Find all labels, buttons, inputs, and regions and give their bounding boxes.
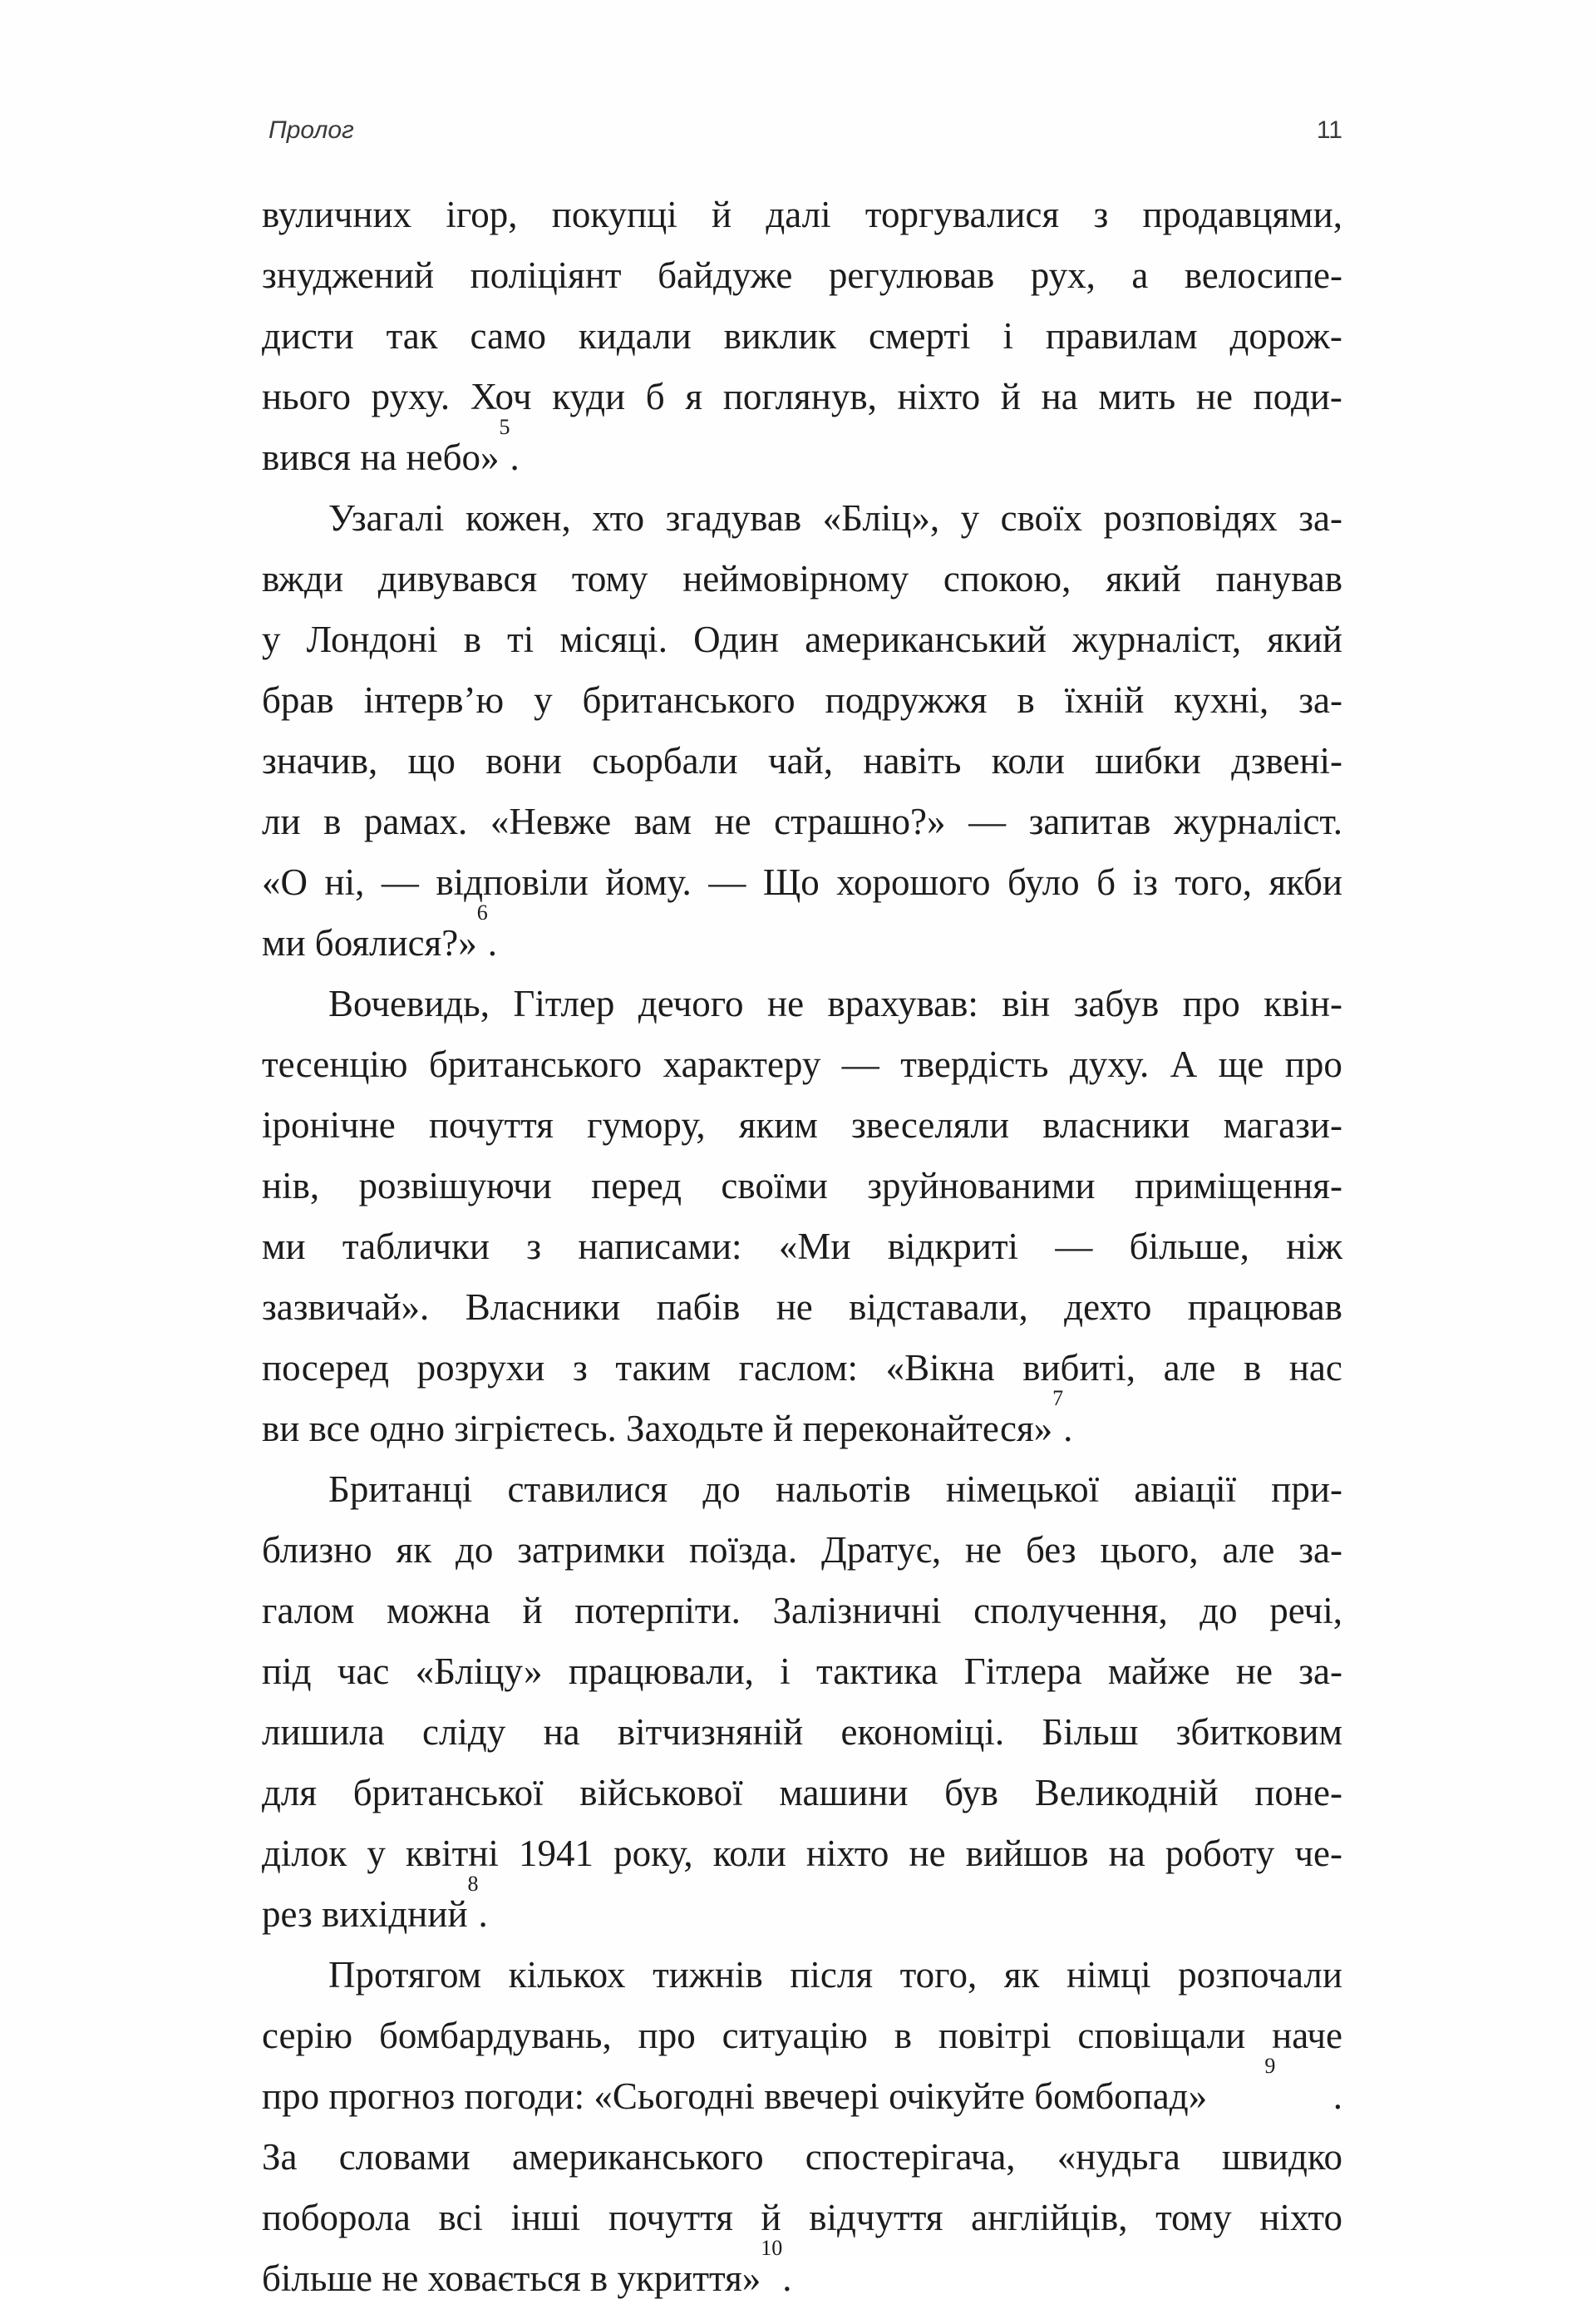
text-line: тесенцію британського характеру — твердість духу. А ще про xyxy=(262,1043,1342,1085)
text-line: близно як до затримки поїзда. Дратує, не без цього, але за- xyxy=(262,1529,1342,1571)
text-line: дисти так само кидали виклик смерті і правилам дорож- xyxy=(262,315,1342,357)
text-line: знуджений поліціянт байдуже регулював рух, а велосипе- xyxy=(262,254,1342,296)
page-number: 11 xyxy=(1316,116,1342,144)
text-line: галом можна й потерпіти. Залізничні сполучення, до речі, xyxy=(262,1590,1342,1631)
text-line: значив, що вони сьорбали чай, навіть коли шибки дзвені- xyxy=(262,740,1342,782)
footnote-marker[interactable]: 10 xyxy=(761,2236,783,2260)
body-text xyxy=(262,185,1342,2309)
text-line: вжди дивувався тому неймовірному спокою, який панував xyxy=(262,558,1342,599)
text-line: вився на небо» 5 . xyxy=(262,427,1342,488)
footnote-marker[interactable]: 7 xyxy=(1052,1386,1064,1410)
text-line: Вочевидь, Гітлер дечого не врахував: він забув про квін- xyxy=(328,983,1342,1024)
text-line: більше не ховається в укриття» 10 . xyxy=(262,2248,1342,2309)
text-line: ли в рамах. «Невже вам не страшно?» — запитав журналіст. xyxy=(262,801,1342,842)
text-line: ми таблички з написами: «Ми відкриті — більше, ніж xyxy=(262,1226,1342,1267)
paragraph xyxy=(262,1459,1342,1945)
text-line: під час «Бліцу» працювали, і тактика Гітлера майже не за- xyxy=(262,1650,1342,1692)
paragraph xyxy=(262,974,1342,1459)
text-line: нів, розвішуючи перед своїми зруйнованими приміщення- xyxy=(262,1165,1342,1206)
text-line: брав інтерв’ю у британського подружжя в їхній кухні, за- xyxy=(262,679,1342,721)
paragraph xyxy=(262,488,1342,974)
text-line: лишила сліду на вітчизняній економіці. Більш збитковим xyxy=(262,1711,1342,1753)
text-line: серію бомбардувань, про ситуацію в повітрі сповіщали наче xyxy=(262,2015,1342,2056)
text-line: Британці ставилися до нальотів німецької авіації при- xyxy=(328,1468,1342,1510)
chapter-title: Пролог xyxy=(268,116,354,144)
text-line: рез вихідний 8 . xyxy=(262,1884,1342,1945)
text-line: ділок у квітні 1941 року, коли ніхто не вийшов на роботу че- xyxy=(262,1833,1342,1874)
text-line: зазвичай». Власники пабів не відставали, дехто працював xyxy=(262,1286,1342,1328)
footnote-marker[interactable]: 8 xyxy=(467,1872,479,1896)
text-line: «О ні, — відповіли йому. — Що хорошого було б із того, якби xyxy=(262,861,1342,903)
paragraph xyxy=(262,185,1342,488)
footnote-marker[interactable]: 6 xyxy=(476,900,488,925)
footnote-marker[interactable]: 9 xyxy=(1264,2054,1276,2078)
footnote-marker[interactable]: 5 xyxy=(499,415,510,439)
text-line: посеред розрухи з таким гаслом: «Вікна вибиті, але в нас xyxy=(262,1347,1342,1389)
text-line: За словами американського спостерігача, «нудьга швидко xyxy=(262,2136,1342,2178)
text-line: Узагалі кожен, хто згадував «Бліц», у своїх розповідях за- xyxy=(328,497,1342,539)
text-line: ми боялися?» 6 . xyxy=(262,913,1342,974)
text-line: вуличних ігор, покупці й далі торгувалися з продавцями, xyxy=(262,194,1342,235)
text-line: нього руху. Хоч куди б я поглянув, ніхто й на мить не поди- xyxy=(262,376,1342,417)
text-line: у Лондоні в ті місяці. Один американський журналіст, який xyxy=(262,619,1342,660)
text-line: про прогноз погоди: «Сьогодні ввечері очікуйте бомбопад» 9 . xyxy=(262,2066,1342,2127)
text-line: Протягом кількох тижнів після того, як німці розпочали xyxy=(328,1954,1342,1996)
running-head xyxy=(262,116,1342,158)
paragraph xyxy=(262,1945,1342,2309)
text-line: ви все одно зігрієтесь. Заходьте й переконайтеся» 7 . xyxy=(262,1399,1342,1459)
text-line: для британської військової машини був Великодній поне- xyxy=(262,1772,1342,1813)
text-line: іронічне почуття гумору, яким звеселяли власники магази- xyxy=(262,1104,1342,1146)
text-line: поборола всі інші почуття й відчуття англійців, тому ніхто xyxy=(262,2197,1342,2238)
